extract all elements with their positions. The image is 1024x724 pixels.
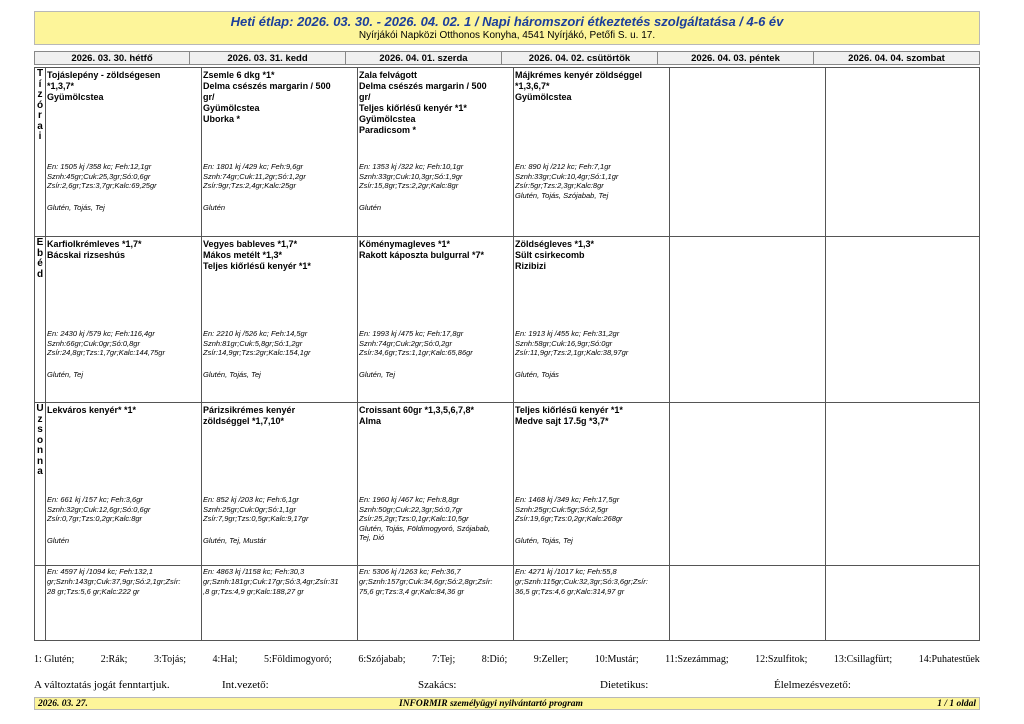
lunch-thursday-dishes xyxy=(514,237,668,272)
nutrition-line: Zsír:9gr;Tzs:2,4gr;Kalc:25gr xyxy=(203,181,296,190)
dish-line: zöldséggel *1,7,10* xyxy=(203,416,285,426)
afternoon-snack-monday-dishes xyxy=(46,403,200,416)
nutrition-line: Zsír:0,7gr;Tzs:0,2gr;Kalc:8gr xyxy=(47,514,143,523)
daily-total-thursday xyxy=(515,567,648,596)
dish-line: *1,3,6,7* xyxy=(515,81,550,91)
grid-divider xyxy=(669,68,670,640)
cook-label: Szakács: xyxy=(418,679,457,691)
grid-divider xyxy=(45,68,46,640)
dish-line: Sült csirkecomb xyxy=(515,250,585,260)
day-header-monday: 2026. 03. 30. hétfő xyxy=(34,51,190,65)
grid-divider xyxy=(513,68,514,640)
print-date: 2026. 03. 27. xyxy=(38,699,88,709)
nutrition-line: Sznh:81gr;Cuk:5,8gr;Só:1,2gr xyxy=(203,338,303,348)
meal-label-letter: b xyxy=(36,247,44,259)
nutrition-line: Sznh:45gr;Cuk:25,3gr;Só:0,6gr xyxy=(47,171,151,181)
morning-snack-wednesday-dishes xyxy=(358,68,512,136)
daily-total-line: En: 4597 kj /1094 kc; Feh:132,1 xyxy=(47,567,153,576)
nutrition-line: En: 1353 kj /322 kc; Feh:10,1gr xyxy=(359,162,464,171)
nutrition-line: Sznh:25gr;Cuk:5gr;Só:2,5gr xyxy=(515,504,608,514)
dish-line: Delma csészés margarin / 500 xyxy=(203,81,331,91)
meal-label-letter: ó xyxy=(36,99,44,111)
day-header-friday: 2026. 04. 03. péntek xyxy=(657,51,814,65)
menu-title: Heti étlap: 2026. 03. 30. - 2026. 04. 02. 1 / Napi háromszori étkeztetés szolgáltatása / 4-6 év xyxy=(230,14,784,29)
lunch-monday-nutrition xyxy=(47,329,165,358)
nutrition-line: Glutén, Tojás, Földimogyoró, Szójabab, xyxy=(359,523,491,533)
nutrition-line: Zsír:25,2gr;Tzs:0,1gr;Kalc:10,5gr xyxy=(359,514,469,523)
grid-divider xyxy=(201,68,202,640)
afternoon-snack-tuesday-nutrition xyxy=(203,495,308,524)
morning-snack-wednesday-nutrition xyxy=(359,162,463,191)
morning-snack-thursday-nutrition xyxy=(515,162,618,200)
nutrition-line: Zsír:34,6gr;Tzs:1,1gr;Kalc:65,86gr xyxy=(359,348,473,357)
morning-snack-thursday-dishes xyxy=(514,68,668,103)
page-number: 1 / 1 oldal xyxy=(937,699,976,709)
nutrition-line: Zsír:14,9gr;Tzs:2gr;Kalc:154,1gr xyxy=(203,348,311,357)
lunch-label xyxy=(35,238,45,280)
dietitian-label: Dietetikus: xyxy=(600,679,649,691)
dish-line: Paradicsom * xyxy=(359,125,417,135)
nutrition-line: Tej, Dió xyxy=(359,533,385,542)
afternoon-snack-tuesday-dishes xyxy=(202,403,356,427)
legend-item: 10:Mustár; xyxy=(594,654,639,665)
meal-label-letter: r xyxy=(38,110,42,121)
grid-divider xyxy=(825,68,826,640)
meal-label-letter: z xyxy=(37,413,43,425)
daily-total-wednesday xyxy=(359,567,492,596)
legend-item: 12:Szulfitok; xyxy=(755,654,808,665)
daily-total-line: En: 4863 kj /1158 kc; Feh:30,3 xyxy=(203,567,305,576)
nutrition-line: Sznh:66gr;Cuk:0gr;Só:0,8gr xyxy=(47,338,140,348)
dish-line: Teljes kiőrlésű kenyér *1* xyxy=(203,261,311,271)
nutrition-line: Zsír:5gr;Tzs:2,3gr;Kalc:8gr xyxy=(515,181,604,190)
meal-label-letter: U xyxy=(36,403,44,414)
dish-line: Zsemle 6 dkg *1* xyxy=(203,70,275,80)
legend-item: 6:Szójabab; xyxy=(358,654,406,665)
afternoon-snack-monday-allergens: Glutén xyxy=(47,536,70,545)
afternoon-snack-thursday-nutrition xyxy=(515,495,623,524)
morning-snack-monday-dishes xyxy=(46,68,200,103)
nutrition-line: Zsír:24,8gr;Tzs:1,7gr;Kalc:144,75gr xyxy=(47,348,165,357)
lunch-thursday-nutrition xyxy=(515,329,628,358)
nutrition-line: Sznh:58gr;Cuk:16,9gr;Só:0gr xyxy=(515,338,613,348)
legend-item: 2:Rák; xyxy=(100,654,128,665)
program-name: INFORMIR személyügyi nyilvántartó program xyxy=(399,699,583,709)
nutrition-line: Zsír:11,9gr;Tzs:2,1gr;Kalc:38,97gr xyxy=(515,348,629,357)
lunch-monday-dishes xyxy=(46,237,200,261)
dish-line: Köménymagleves *1* xyxy=(359,239,451,249)
nutrition-line: En: 1468 kj /349 kc; Feh:17,5gr xyxy=(515,495,620,504)
daily-total-line: gr;Sznh:181gr;Cuk:17gr;Só:3,4gr;Zsír:31 xyxy=(203,576,339,586)
morning-snack-monday-allergens: Glutén, Tojás, Tej xyxy=(47,203,105,212)
day-header-tuesday: 2026. 03. 31. kedd xyxy=(189,51,346,65)
afternoon-snack-thursday-allergens: Glutén, Tojás, Tej xyxy=(515,536,573,545)
page-header xyxy=(34,11,980,45)
morning-snack-tuesday-nutrition xyxy=(203,162,306,191)
legend-item: 11:Szezámmag; xyxy=(665,654,729,665)
meal-label-letter: í xyxy=(38,78,42,90)
dish-line: *1,3,7* xyxy=(47,81,75,91)
legend-item: 14:Puhatestűek xyxy=(918,654,980,665)
afternoon-snack-wednesday-dishes xyxy=(358,403,512,427)
meal-label-letter: s xyxy=(37,424,43,435)
morning-snack-label xyxy=(35,69,45,143)
nutrition-line: En: 2430 kj /579 kc; Feh:116,4gr xyxy=(47,329,155,338)
legend-item: 7:Tej; xyxy=(432,654,456,665)
nutrition-line: Sznh:74gr;Cuk:11,2gr;Só:1,2gr xyxy=(203,171,306,181)
nutrition-line: Sznh:33gr;Cuk:10,3gr;Só:1,9gr xyxy=(359,171,463,181)
lunch-wednesday-allergens: Glutén, Tej xyxy=(359,370,395,379)
dish-line: gr/ xyxy=(203,92,215,102)
catering-manager-label: Élelmezésvezető: xyxy=(774,679,851,691)
nutrition-line: En: 1993 kj /475 kc; Feh:17,8gr xyxy=(359,329,464,338)
daily-total-line: gr;Sznh:143gr;Cuk:37,9gr;Só:2,1gr;Zsír: xyxy=(47,576,181,586)
daily-total-line: En: 4271 kj /1017 kc; Feh:55,8 xyxy=(515,567,617,576)
dish-line: Májkrémes kenyér zöldséggel xyxy=(515,70,643,80)
daily-total-line: 28 gr;Tzs:5,6 gr;Kalc:222 gr xyxy=(47,586,140,596)
daily-total-monday xyxy=(47,567,180,596)
dish-line: Zala felvágott xyxy=(359,70,418,80)
afternoon-snack-tuesday-allergens: Glutén, Tej, Mustár xyxy=(203,536,267,545)
nutrition-line: En: 890 kj /212 kc; Feh:7,1gr xyxy=(515,162,611,171)
nutrition-line: Zsír:7,9gr;Tzs:0,5gr;Kalc:9,17gr xyxy=(203,514,309,523)
meal-label-letter: n xyxy=(36,445,44,456)
nutrition-line: En: 661 kj /157 kc; Feh:3,6gr xyxy=(47,495,143,504)
afternoon-snack-wednesday-nutrition xyxy=(359,495,490,543)
meal-label-letter: é xyxy=(37,258,43,269)
nutrition-line: En: 2210 kj /526 kc; Feh:14,5gr xyxy=(203,329,308,338)
dish-line: Gyümölcstea xyxy=(47,92,104,102)
legend-item: 9:Zeller; xyxy=(533,654,569,665)
page-footer xyxy=(34,697,980,710)
nutrition-line: Zsír:15,8gr;Tzs:2,2gr;Kalc:8gr xyxy=(359,181,459,190)
nutrition-line: Sznh:25gr;Cuk:0gr;Só:1,1gr xyxy=(203,504,296,514)
dish-line: Lekváros kenyér* *1* xyxy=(47,405,137,415)
dish-line: Rizibizi xyxy=(515,261,546,271)
daily-total-line: En: 5306 kj /1263 kc; Feh:36,7 xyxy=(359,567,461,576)
morning-snack-tuesday-allergens: Glutén xyxy=(203,203,226,212)
dish-line: Bácskai rizseshús xyxy=(47,250,126,260)
dish-line: Alma xyxy=(359,416,382,426)
daily-total-tuesday xyxy=(203,567,339,596)
dish-line: Gyümölcstea xyxy=(515,92,572,102)
legend-item: 3:Tojás; xyxy=(153,654,187,665)
lunch-tuesday-dishes xyxy=(202,237,356,272)
meal-label-letter: d xyxy=(36,268,44,280)
day-header-thursday: 2026. 04. 02. csütörtök xyxy=(501,51,658,65)
meal-label-letter: z xyxy=(37,89,43,100)
meal-label-letter: a xyxy=(37,466,43,477)
daily-total-line: 75,6 gr;Tzs:3,4 gr;Kalc:84,36 gr xyxy=(359,586,465,596)
nutrition-line: Sznh:50gr;Cuk:22,3gr;Só:0,7gr xyxy=(359,504,463,514)
grid-divider xyxy=(35,565,979,566)
nutrition-line: En: 1913 kj /455 kc; Feh:31,2gr xyxy=(515,329,620,338)
legend-item: 5:Földimogyoró; xyxy=(264,654,332,665)
dish-line: Delma csészés margarin / 500 xyxy=(359,81,487,91)
dish-line: Párizsikrémes kenyér xyxy=(203,405,296,415)
nutrition-line: Sznh:74gr;Cuk:2gr;Só:0,2gr xyxy=(359,338,452,348)
day-header-saturday: 2026. 04. 04. szombat xyxy=(813,51,980,65)
meal-label-letter: T xyxy=(36,68,44,79)
meal-label-letter: i xyxy=(38,131,42,142)
nutrition-line: En: 1960 kj /467 kc; Feh:8,8gr xyxy=(359,495,460,504)
kitchen-address: Nyírjákói Napközi Otthonos Konyha, 4541 Nyírjákó, Petőfi S. u. 17. xyxy=(358,30,656,41)
nutrition-line: Sznh:32gr;Cuk:12,6gr;Só:0,6gr xyxy=(47,504,151,514)
disclaimer-text: A változtatás jogát fenntartjuk. xyxy=(34,679,170,691)
dish-line: Mákos metélt *1,3* xyxy=(203,250,283,260)
afternoon-snack-thursday-dishes xyxy=(514,403,668,427)
lunch-tuesday-nutrition xyxy=(203,329,311,358)
dish-line: Croissant 60gr *1,3,5,6,7,8* xyxy=(359,405,475,415)
dish-line: Teljes kiőrlésű kenyér *1* xyxy=(515,405,623,415)
dish-line: Rakott káposzta bulgurral *7* xyxy=(359,250,485,260)
meal-label-letter: a xyxy=(37,120,43,132)
lunch-monday-allergens: Glutén, Tej xyxy=(47,370,83,379)
legend-item: 8:Dió; xyxy=(481,654,508,665)
meal-label-letter: n xyxy=(36,455,44,467)
allergen-legend xyxy=(34,654,980,665)
dish-line: Medve sajt 17.5g *3,7* xyxy=(515,416,609,426)
lunch-wednesday-nutrition xyxy=(359,329,473,358)
menu-grid xyxy=(34,67,980,641)
lunch-thursday-allergens: Glutén, Tojás xyxy=(515,370,559,379)
legend-item: 1: Glutén; xyxy=(34,654,75,665)
dish-line: Karfiolkrémleves *1,7* xyxy=(47,239,142,249)
institution-head-label: Int.vezető: xyxy=(222,679,269,691)
legend-item: 4:Hal; xyxy=(212,654,238,665)
meal-label-letter: o xyxy=(36,434,44,446)
nutrition-line: Glutén, Tojás, Szójabab, Tej xyxy=(515,190,609,200)
dish-line: Tojáslepény - zöldségesen xyxy=(47,70,161,80)
signature-line xyxy=(34,679,980,693)
grid-divider xyxy=(357,68,358,640)
meal-label-letter: E xyxy=(36,237,44,248)
afternoon-snack-label xyxy=(35,404,45,478)
dish-line: Teljes kiőrlésű kenyér *1* xyxy=(359,103,467,113)
nutrition-line: En: 1505 kj /358 kc; Feh:12,1gr xyxy=(47,162,152,171)
day-header-wednesday: 2026. 04. 01. szerda xyxy=(345,51,502,65)
nutrition-line: En: 852 kj /203 kc; Feh:6,1gr xyxy=(203,495,299,504)
nutrition-line: Sznh:33gr;Cuk:10,4gr;Só:1,1gr xyxy=(515,171,619,181)
morning-snack-wednesday-allergens: Glutén xyxy=(359,203,382,212)
daily-total-line: ,8 gr;Tzs:4,9 gr;Kalc:188,27 gr xyxy=(203,586,304,596)
dish-line: Gyümölcstea xyxy=(203,103,260,113)
nutrition-line: En: 1801 kj /429 kc; Feh:9,6gr xyxy=(203,162,304,171)
lunch-wednesday-dishes xyxy=(358,237,512,261)
afternoon-snack-monday-nutrition xyxy=(47,495,150,524)
dish-line: Gyümölcstea xyxy=(359,114,416,124)
legend-item: 13:Csillagfürt; xyxy=(833,654,893,665)
nutrition-line: Zsír:2,6gr;Tzs:3,7gr;Kalc:69,25gr xyxy=(47,181,157,190)
lunch-tuesday-allergens: Glutén, Tojás, Tej xyxy=(203,370,261,379)
nutrition-line: Zsír:19,6gr;Tzs:0,2gr;Kalc:268gr xyxy=(515,514,623,523)
daily-total-line: gr;Sznh:115gr;Cuk:32,3gr;Só:3,6gr;Zsír: xyxy=(515,576,648,586)
dish-line: Zöldségleves *1,3* xyxy=(515,239,595,249)
daily-total-line: gr;Sznh:157gr;Cuk:34,6gr;Só:2,8gr;Zsír: xyxy=(359,576,493,586)
dish-line: gr/ xyxy=(359,92,371,102)
morning-snack-tuesday-dishes xyxy=(202,68,356,125)
morning-snack-monday-nutrition xyxy=(47,162,157,191)
dish-line: Vegyes bableves *1,7* xyxy=(203,239,298,249)
daily-total-line: 36,5 gr;Tzs:4,6 gr;Kalc:314,97 gr xyxy=(515,586,625,596)
dish-line: Uborka * xyxy=(203,114,241,124)
